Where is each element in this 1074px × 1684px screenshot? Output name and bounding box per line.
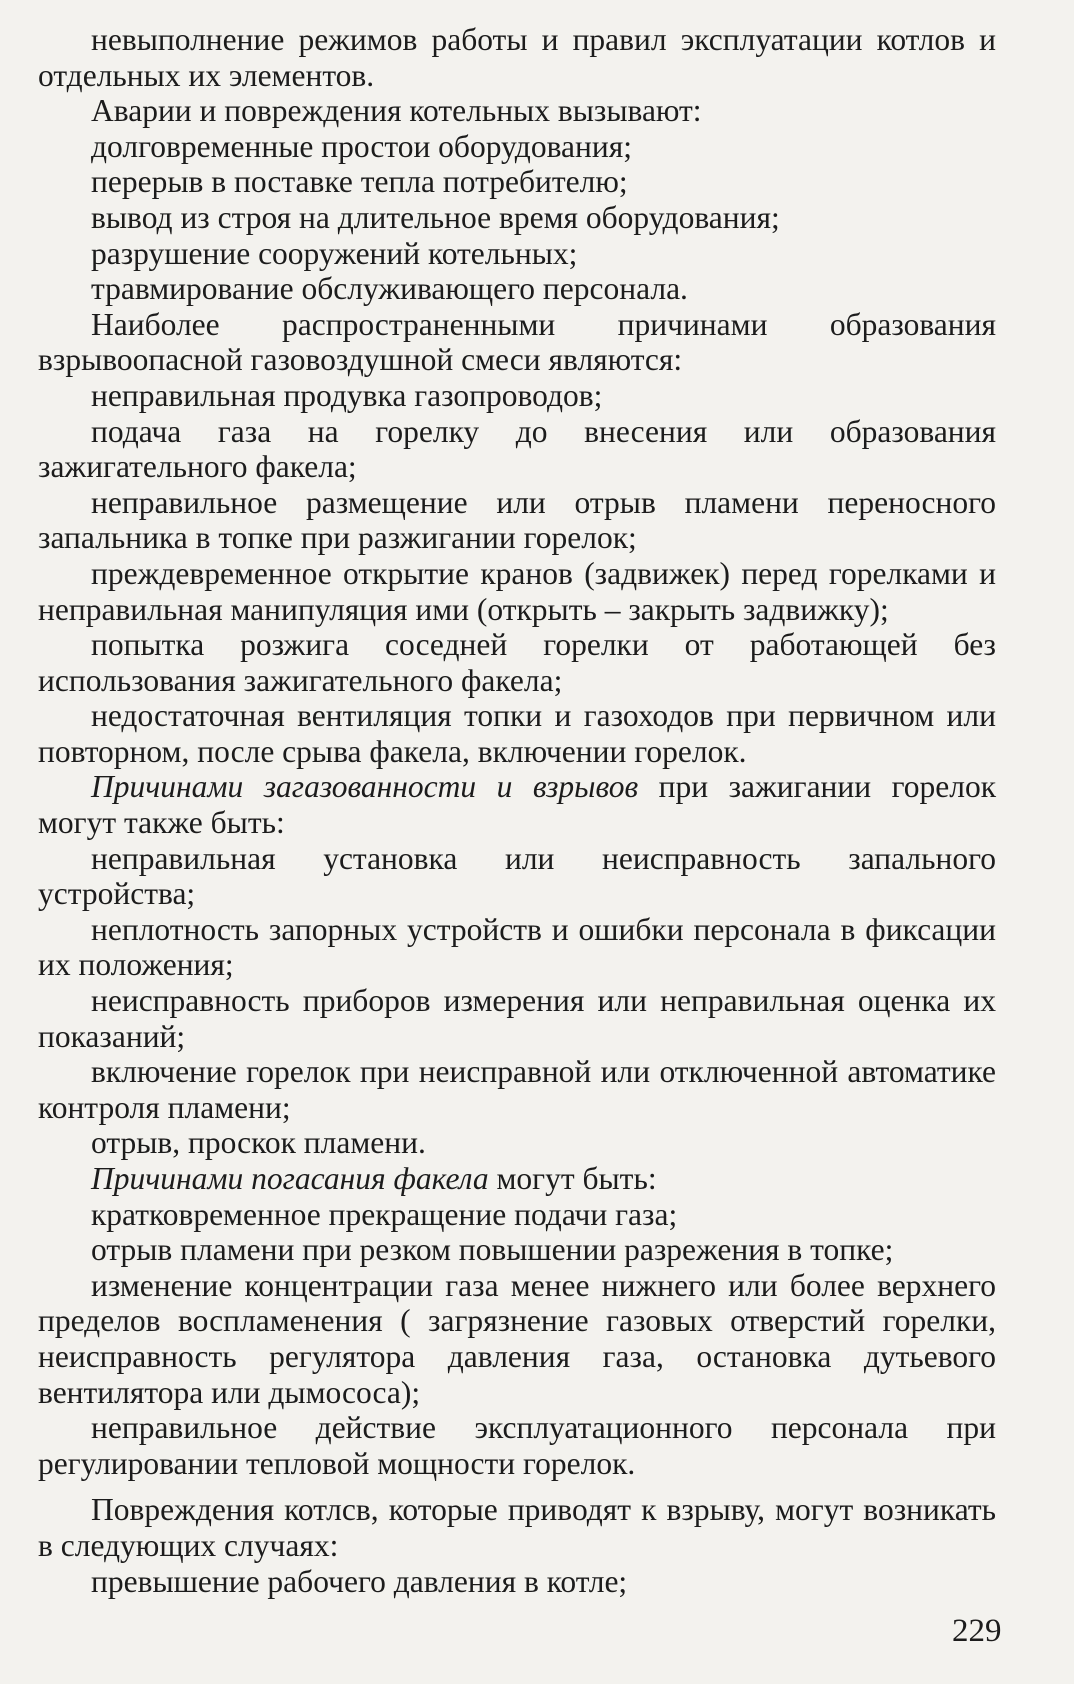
paragraph: Наиболее распространенными причинами образования взрывоопасной газовоздушной смеси являются: [38, 306, 996, 378]
list-item: разрушение сооружений котельных; [91, 235, 578, 271]
list-item: перерыв в поставке тепла потребителю; [91, 164, 628, 200]
list-item: неплотность запорных устройств и ошибки персонала в фиксации их положения; [38, 911, 996, 983]
list-item: изменение концентрации газа менее нижнего или более верхнего пределов воспламенения ( загрязнение газовых отверстий горелки, неисправность регулятора давления газа, остановка дутьевого вентилятора или дымососа); [38, 1267, 996, 1410]
list-item: подача газа на горелку до внесения или образования зажигательного факела; [38, 413, 996, 485]
list-item: отрыв пламени при резком повышении разрежения в топке; [91, 1232, 894, 1268]
paragraph-text: при зажигании горелок могут также быть: [38, 769, 996, 841]
list-item: недостаточная вентиляция топки и газоходов при первичном или повторном, после срыва факела, включении горелок. [38, 698, 996, 769]
paragraph [38, 769, 996, 840]
list-item: травмирование обслуживающего персонала. [91, 271, 688, 307]
italic-lead: Причинами погасания факела [91, 1161, 489, 1196]
list-item: преждевременное открытие кранов (задвижек) перед горелками и неправильная манипуляция ими (открыть – закрыть задвижку); [38, 555, 996, 627]
page-text [38, 22, 996, 1662]
paragraph: Повреждения котлсв, которые приводят к взрыву, могут возникать в следующих случаях: [38, 1492, 996, 1563]
paragraph-text: могут быть: [488, 1161, 657, 1196]
list-item: включение горелок при неисправной или отключенной автоматике контроля пламени; [38, 1054, 996, 1125]
italic-lead: Причинами загазованности и взрывов [91, 769, 639, 805]
paragraph: Аварии и повреждения котельных вызывают: [91, 93, 702, 129]
list-item: долговременные простои оборудования; [91, 128, 632, 164]
paragraph: невыполнение режимов работы и правил эксплуатации котлов и отдельных их элементов. [38, 22, 996, 93]
paragraph [38, 1161, 996, 1197]
list-item: кратковременное прекращение подачи газа; [91, 1196, 678, 1232]
list-item: отрыв, проскок пламени. [91, 1125, 426, 1161]
list-item: неправильная продувка газопроводов; [91, 377, 603, 413]
list-item: неправильное размещение или отрыв пламени переносного запальника в топке при разжигании горелок; [38, 484, 996, 556]
list-item: неправильная установка или неисправность запального устройства; [38, 840, 996, 912]
list-item: неисправность приборов измерения или неправильная оценка их показаний; [38, 983, 996, 1054]
list-item: попытка розжига соседней горелки от работающей без использования зажигательного факела; [38, 627, 996, 698]
list-item: превышение рабочего давления в котле; [91, 1563, 628, 1599]
list-item: вывод из строя на длительное время оборудования; [91, 199, 780, 235]
page-number: 229 [952, 1613, 1002, 1649]
list-item: неправильное действие эксплуатационного персонала при регулировании тепловой мощности горелок. [38, 1410, 996, 1481]
